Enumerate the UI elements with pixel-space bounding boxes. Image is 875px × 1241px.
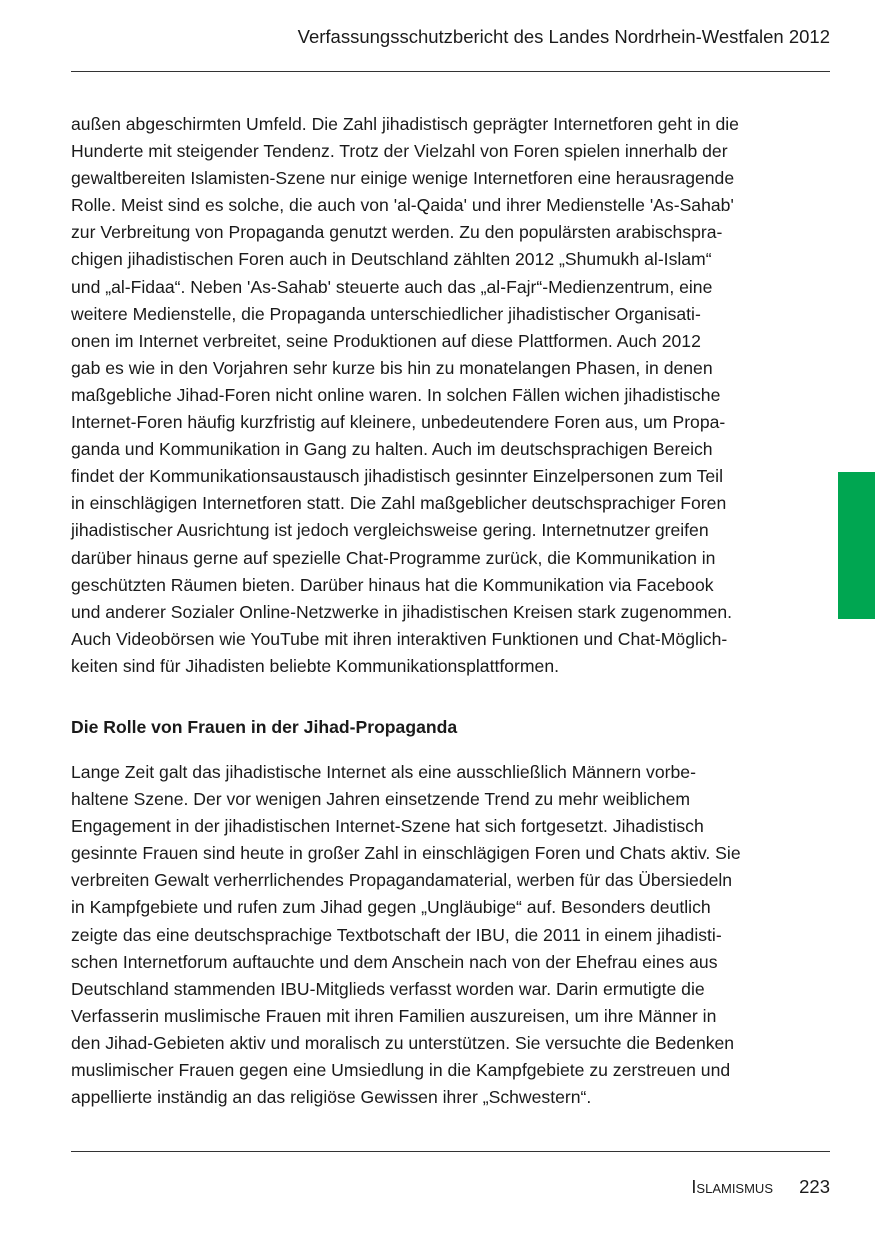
text-line: und „al-Fidaa“. Neben 'As-Sahab' steuerte auch das „al-Fajr“-Medienzentrum, eine <box>71 276 713 297</box>
page-number: 223 <box>799 1176 830 1197</box>
section-heading: Die Rolle von Frauen in der Jihad-Propaganda <box>71 717 458 737</box>
text-line: muslimischer Frauen gegen eine Umsiedlung in die Kampfgebiete zu zerstreuen und <box>71 1060 731 1081</box>
footer-rule <box>71 1151 830 1152</box>
text-line: in einschlägigen Internetforen statt. Die Zahl maßgeblicher deutschsprachiger Foren <box>71 493 727 514</box>
header-rule <box>71 71 830 72</box>
text-line: Rolle. Meist sind es solche, die auch von 'al-Qaida' und ihrer Medienstelle 'As-Sahab' <box>71 195 734 216</box>
text-line: verbreiten Gewalt verherrlichendes Propagandamaterial, werben für das Übersiedeln <box>71 870 733 891</box>
text-line: weitere Medienstelle, die Propaganda unterschiedlicher jihadistischer Organisati- <box>71 303 701 324</box>
text-line: und anderer Sozialer Online-Netzwerke in jihadistischen Kreisen stark zugenommen. <box>71 601 733 622</box>
text-line: zur Verbreitung von Propaganda genutzt werden. Zu den populärsten arabischspra- <box>71 222 723 243</box>
text-line: ganda und Kommunikation in Gang zu halten. Auch im deutschsprachigen Bereich <box>71 439 713 460</box>
text-line: zeigte das eine deutschsprachige Textbotschaft der IBU, die 2011 in einem jihadisti- <box>71 924 722 945</box>
text-line: darüber hinaus gerne auf spezielle Chat-Programme zurück, die Kommunikation in <box>71 547 716 568</box>
text-line: Auch Videobörsen wie YouTube mit ihren interaktiven Funktionen und Chat-Möglich- <box>71 628 728 649</box>
text-line: Engagement in der jihadistischen Internet-Szene hat sich fortgesetzt. Jihadistisch <box>71 816 704 837</box>
text-line: haltene Szene. Der vor wenigen Jahren einsetzende Trend zu mehr weiblichem <box>71 789 691 810</box>
text-line: Lange Zeit galt das jihadistische Internet als eine ausschließlich Männern vorbe- <box>71 762 696 782</box>
text-line: den Jihad-Gebieten aktiv und moralisch zu unterstützen. Sie versuchte die Bedenken <box>71 1032 735 1053</box>
text-line: onen im Internet verbreitet, seine Produktionen auf diese Plattformen. Auch 2012 <box>71 330 701 351</box>
text-line: gab es wie in den Vorjahren sehr kurze bis hin zu monatelangen Phasen, in denen <box>71 357 713 378</box>
chapter-side-tab <box>838 472 875 619</box>
text-line: findet der Kommunikationsaustausch jihadistisch gesinnter Einzelpersonen zum Teil <box>71 466 723 487</box>
text-line: Hunderte mit steigender Tendenz. Trotz der Vielzahl von Foren spielen innerhalb der <box>71 141 728 162</box>
text-line: maßgebliche Jihad-Foren nicht online waren. In solchen Fällen wichen jihadistische <box>71 384 721 405</box>
text-line: außen abgeschirmten Umfeld. Die Zahl jihadistisch geprägter Internetforen geht in die <box>71 114 739 134</box>
footer-section-label: Islamismus <box>691 1177 773 1197</box>
text-line: Verfasserin muslimische Frauen mit ihren Familien auszureisen, um ihre Männer in <box>71 1005 717 1026</box>
text-line: gewaltbereiten Islamisten-Szene nur einige wenige Internetforen eine herausragende <box>71 168 735 189</box>
text-line: Internet-Foren häufig kurzfristig auf kleinere, unbedeutendere Foren aus, um Propa- <box>71 412 726 433</box>
text-line: schen Internetforum auftauchte und dem Anschein nach von der Ehefrau eines aus <box>71 951 718 972</box>
text-line: jihadistischer Ausrichtung ist jedoch vergleichsweise gering. Internetnutzer greifen <box>71 520 709 541</box>
body-paragraph-1 <box>71 111 811 680</box>
text-line: keiten sind für Jihadisten beliebte Kommunikationsplattformen. <box>71 655 560 676</box>
text-line: gesinnte Frauen sind heute in großer Zahl in einschlägigen Foren und Chats aktiv. Sie <box>71 843 741 864</box>
text-line: geschützten Räumen bieten. Darüber hinaus hat die Kommunikation via Facebook <box>71 574 714 595</box>
text-line: chigen jihadistischen Foren auch in Deutschland zählten 2012 „Shumukh al-Islam“ <box>71 249 712 270</box>
text-line: appellierte inständig an das religiöse Gewissen ihrer „Schwestern“. <box>71 1087 592 1108</box>
running-header: Verfassungsschutzbericht des Landes Nordrhein-Westfalen 2012 <box>297 26 830 47</box>
text-line: in Kampfgebiete und rufen zum Jihad gegen „Ungläubige“ auf. Besonders deutlich <box>71 897 711 918</box>
body-paragraph-2 <box>71 759 811 1111</box>
text-line: Deutschland stammenden IBU-Mitglieds verfasst worden war. Darin ermutigte die <box>71 978 705 999</box>
